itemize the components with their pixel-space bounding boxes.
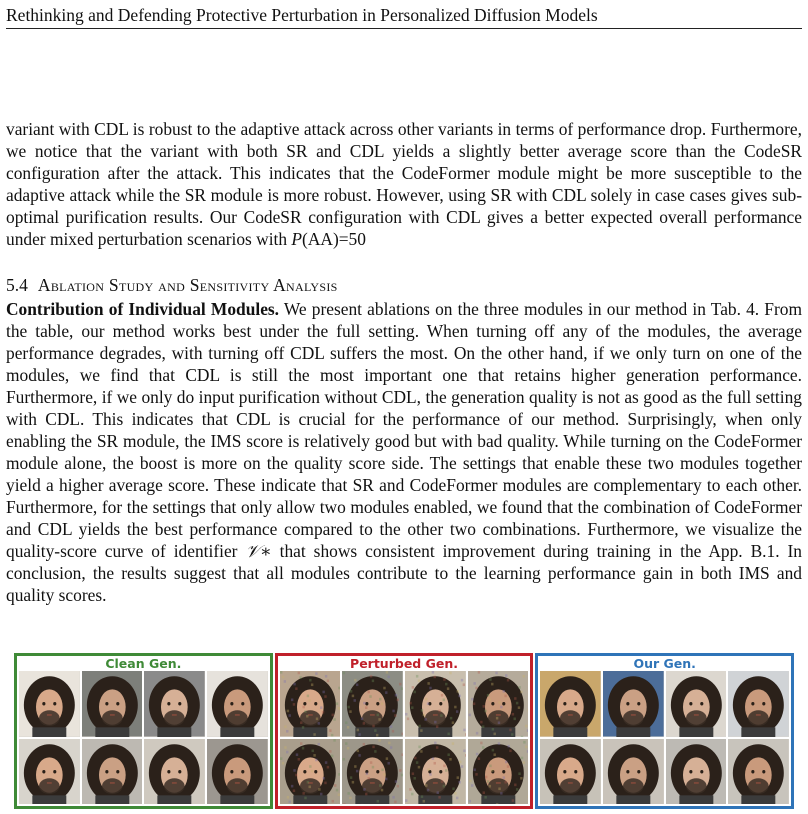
- generated-image-thumbnail: [540, 671, 601, 737]
- generated-image-thumbnail: [405, 739, 466, 805]
- paragraph-module-contribution: [6, 298, 802, 606]
- generated-image-thumbnail: [342, 671, 403, 737]
- generated-image-thumbnail: [82, 739, 143, 805]
- generated-image-thumbnail: [19, 739, 80, 805]
- panel-title-ours: Our Gen.: [633, 656, 696, 671]
- paragraph-adaptive-attack: [6, 118, 802, 250]
- generated-image-thumbnail: [728, 739, 789, 805]
- paragraph-text-b: that shows consistent improvement during training in the App. B.1. In conclusion, the results suggest that all modules contribute to the learning performance gain in both IMS and quality scores.: [6, 541, 802, 605]
- generated-image-thumbnail: [603, 671, 664, 737]
- paragraph-text-a: We present ablations on the three modules in our method in Tab. 4. From the table, our method works best under the full setting. When turning off any of the modules, the average performance degrades, with turning off CDL suffers the most. On the other hand, if we only turn on one of the modules, we find that CDL is still the most important one that retains higher generation performance. Furthermore, if we only do input purification without CDL, the generation quality is not as good as the full setting with CDL. This indicates that CDL is crucial for the performance of our method. Surprisingly, when only enabling the SR module, the IMS score is relatively good but with bad quality. While turning on the CodeFormer module alone, the boost is more on the quality score side. The settings that enable these two modules together yield a higher average score. These indicate that SR and CodeFormer modules are complementary to each other. Furthermore, for the settings that only allow two modules enabled, we found that the combination of CodeFormer and CDL yields the best performance compared to the other two combinations. Furthermore, we visualize the quality-score curve of identifier: [6, 299, 802, 561]
- generated-image-thumbnail: [468, 671, 529, 737]
- section-title: Ablation Study and Sensitivity Analysis: [37, 275, 338, 295]
- generated-image-thumbnail: [207, 739, 268, 805]
- math-aa: (AA)=50: [302, 229, 366, 249]
- generation-comparison-figure: [14, 653, 794, 809]
- running-header: Rethinking and Defending Protective Perturbation in Personalized Diffusion Models: [6, 4, 802, 29]
- math-identifier: 𝒱∗: [245, 541, 272, 561]
- generated-image-thumbnail: [144, 739, 205, 805]
- generated-image-thumbnail: [603, 739, 664, 805]
- generated-image-thumbnail: [728, 671, 789, 737]
- image-grid-ours: [540, 671, 789, 804]
- generated-image-thumbnail: [280, 739, 341, 805]
- generated-image-thumbnail: [280, 671, 341, 737]
- paragraph-text: variant with CDL is robust to the adaptive attack across other variants in terms of performance drop. Furthermore, we notice that the variant with both SR and CDL yields a slightly better average score than the CodeSR configuration after the attack. This indicates that the CodeFormer module might be more susceptible to the adaptive attack while the SR module is more robust. However, using SR with CDL solely in case cases gives sub-optimal purification results. Our CodeSR configuration with CDL gives a better expected overall performance under mixed perturbation scenarios with: [6, 119, 802, 249]
- generated-image-thumbnail: [207, 671, 268, 737]
- section-heading: [6, 274, 338, 296]
- generated-image-thumbnail: [342, 739, 403, 805]
- image-grid-clean: [19, 671, 268, 804]
- generated-image-thumbnail: [82, 671, 143, 737]
- paragraph-lead: Contribution of Individual Modules.: [6, 299, 280, 319]
- image-grid-perturbed: [280, 671, 529, 804]
- panel-our-gen: [535, 653, 794, 809]
- panel-title-clean: Clean Gen.: [105, 656, 182, 671]
- generated-image-thumbnail: [19, 671, 80, 737]
- math-p: P: [291, 229, 303, 249]
- generated-image-thumbnail: [144, 671, 205, 737]
- section-number: 5.4: [6, 275, 28, 295]
- panel-clean-gen: [14, 653, 273, 809]
- panel-title-perturbed: Perturbed Gen.: [350, 656, 458, 671]
- generated-image-thumbnail: [666, 671, 727, 737]
- generated-image-thumbnail: [405, 671, 466, 737]
- generated-image-thumbnail: [468, 739, 529, 805]
- panel-perturbed-gen: [275, 653, 534, 809]
- generated-image-thumbnail: [666, 739, 727, 805]
- generated-image-thumbnail: [540, 739, 601, 805]
